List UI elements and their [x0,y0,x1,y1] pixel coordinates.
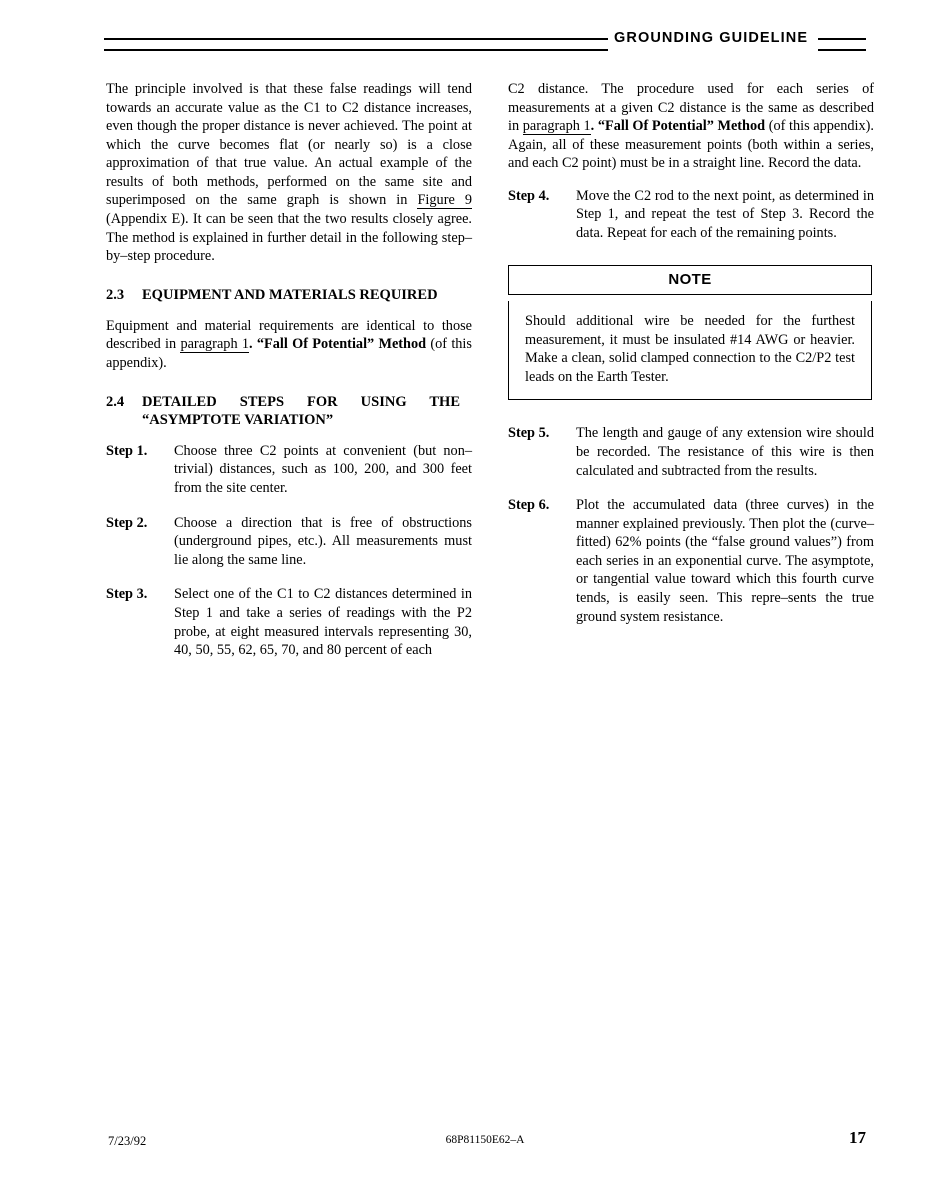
step-label: Step 5. [508,425,550,442]
equipment-text-part-2: (of this appendix). [106,336,472,372]
step-text: Choose a direction that is free of obstructions (underground pipes, etc.). All measurements must lie along the same line. [174,514,472,568]
equipment-text-part-1: Equipment and material requirements are identical to those described in [106,317,472,353]
section-heading-2-3 [106,286,472,304]
header-title: GROUNDING GUIDELINE [614,30,809,46]
fall-of-potential-bold-right: . “Fall Of Potential” Method [590,118,766,135]
step-label: Step 4. [508,187,550,204]
header-rule-left [104,38,608,51]
step-label: Step 3. [106,586,148,603]
intro-text-part-2: (Appendix E). It can be seen that the two results closely agree. The method is explained in further detail in the following step–by–step procedure. [106,211,472,265]
step-item [508,496,874,626]
note-box [508,265,872,401]
section-title-2-4: DETAILED STEPS FOR USING THE “ASYMPTOTE VARIATION” [142,393,460,428]
note-title: NOTE [508,265,872,296]
step-text: The length and gauge of any extension wire should be recorded. The resistance of this wire is then calculated and subtracted from the results. [576,425,874,479]
footer-date: 7/23/92 [108,1134,147,1148]
step-item [106,585,472,659]
step-label: Step 6. [508,497,550,514]
step-item [508,187,874,243]
step-item [106,514,472,570]
fall-of-potential-bold-left: . “Fall Of Potential” Method [249,336,427,353]
header-rule-right [818,38,866,51]
equipment-paragraph [106,317,472,373]
paragraph-1-link-left[interactable]: paragraph 1 [180,336,250,353]
step-label: Step 2. [106,514,148,531]
intro-text-part-1: The principle involved is that these false readings will tend towards an accurate value as the C1 to C2 distance increases, even though the proper distance is never achieved. The point at which the curve becomes flat (or nearly so) is a close approximation of that true value. An actual example of the results of both methods, performed on the same site and superimposed on the same graph is shown in [106,81,472,209]
footer-page-number: 17 [849,1128,866,1147]
continuation-paragraph [508,80,874,173]
left-column [106,80,472,676]
note-body: Should additional wire be needed for the furthest measurement, it must be insulated #14 AWG or heavier. Make a clean, solid clamped connection to the C2/P2 test leads on the Earth Tester. [508,301,872,400]
right-column [508,80,874,642]
continuation-text-part-1: C2 distance. The procedure used for each series of measurements at a given C2 distance is the same as described in [508,81,874,135]
intro-paragraph [106,80,472,266]
step-text: Move the C2 rod to the next point, as determined in Step 1, and repeat the test of Step 3. Record the data. Repeat for each of the remaining points. [576,187,874,242]
step-text: Plot the accumulated data (three curves) in the manner explained previously. Then plot the (curve–fitted) 62% points (the “false ground values”) from each series in an exponential curve. The asymptote, or tangential value toward which this fourth curve tends, is easily seen. This repre–sents the true ground system resistance. [576,497,874,625]
paragraph-1-link-right[interactable]: paragraph 1 [522,118,591,135]
section-title-2-3: EQUIPMENT AND MATERIALS REQUIRED [142,286,438,303]
step-item [106,442,472,498]
step-text: Select one of the C1 to C2 distances determined in Step 1 and take a series of readings with the P2 probe, at eight measured intervals representing 30, 40, 50, 55, 62, 65, 70, and 80 percent of each [174,586,472,659]
section-heading-2-4 [106,393,472,429]
step-label: Step 1. [106,442,148,459]
page-header [104,30,866,58]
figure-9-link[interactable]: Figure 9 [417,192,472,209]
continuation-text-part-2: (of this appendix). Again, all of these measurement points (both within a series, and each C2 point) must be in a straight line. Record the data. [508,118,874,172]
footer-document-number: 68P81150E62–A [445,1134,525,1146]
step-item [508,424,874,480]
page-footer [104,1128,866,1152]
section-number-2-3: 2.3 [106,286,125,303]
section-number-2-4: 2.4 [106,393,125,410]
step-text: Choose three C2 points at convenient (but non–trivial) distances, such as 100, 200, and 300 feet from the site center. [174,442,472,497]
